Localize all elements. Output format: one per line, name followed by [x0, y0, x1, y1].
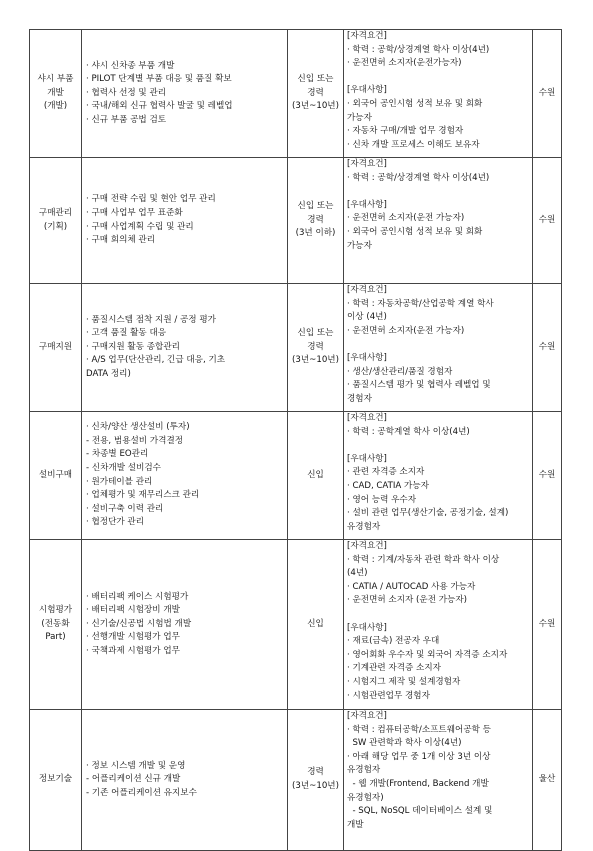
text-line: · 기계관련 자격증 소지자	[347, 663, 441, 674]
text-line: · 아래 해당 업무 중 1개 이상 3년 이상	[347, 751, 491, 762]
text-line: · 영어회화 우수자 및 외국어 자격증 소지자	[347, 649, 508, 660]
text-line: 경력	[307, 767, 324, 778]
text-line: · 정보 시스템 개발 및 운영	[86, 760, 186, 771]
text-line: · A/S 업무(단산관리, 긴급 대응, 기초	[86, 355, 226, 366]
text-line: 개발	[47, 87, 64, 98]
text-line: · 외국어 공인시험 성적 보유 및 회화	[347, 226, 483, 237]
text-line: - 차종별 EO관리	[86, 449, 149, 460]
text-line: · 배터리팩 케이스 시험평가	[86, 591, 189, 602]
job-duties-cell	[82, 30, 288, 158]
text-line: [우대사항]	[347, 622, 387, 633]
text-line: (4년)	[347, 568, 368, 579]
job-listing-table	[29, 29, 562, 851]
text-line: · 구매 회의체 관리	[86, 235, 156, 246]
blank-line	[347, 71, 529, 85]
text-line: (기획)	[43, 221, 68, 232]
requirements-cell	[344, 30, 533, 158]
text-line: [자격요건]	[347, 285, 387, 295]
text-line: [자격요건]	[347, 31, 387, 41]
requirements-cell	[344, 412, 533, 540]
work-location-cell: 수원	[533, 284, 562, 412]
text-line: · 시험관련업무 경험자	[347, 690, 430, 701]
text-line: [우대사항]	[347, 199, 387, 210]
text-line: · 국책과제 시험평가 업무	[86, 645, 180, 656]
text-line: SW 관련학과 학사 이상(4년)	[347, 738, 462, 749]
job-area-cell	[30, 540, 82, 710]
text-line: 유경험자)	[347, 792, 384, 803]
text-line: [우대사항]	[347, 85, 387, 96]
text-line: · 신차/양산 생산설비 (투자)	[86, 422, 190, 433]
requirements-cell	[344, 158, 533, 284]
job-row	[30, 30, 562, 158]
text-line: [우대사항]	[347, 352, 387, 363]
job-row	[30, 284, 562, 412]
text-line: 유경험자	[347, 521, 381, 532]
text-line: · 학력 : 공학/상경계열 학사 이상(4년)	[347, 172, 490, 183]
text-line: 신입 또는	[297, 328, 334, 339]
text-line: · 원가테이블 관리	[86, 476, 153, 487]
text-line: · 학력 : 컴퓨터공학/소프트웨어공학 등	[347, 724, 491, 735]
text-line: · 업체평가 및 재무리스크 관리	[86, 490, 200, 501]
career-level-cell	[288, 540, 344, 710]
text-line: · 배터리팩 시험장비 개발	[86, 605, 180, 616]
text-line: 신입	[307, 618, 324, 629]
text-line: · 운전면허 소지자(운전 가능자)	[347, 325, 465, 336]
job-duties-cell	[82, 540, 288, 710]
text-line: · 관련 자격증 소지자	[347, 467, 425, 478]
text-line: 유경험자	[347, 765, 381, 776]
text-line: (전동화	[41, 618, 70, 629]
text-line: · 시험지그 제작 및 설계경험자	[347, 676, 461, 687]
text-line: · PILOT 단계별 부품 대응 및 품질 확보	[86, 74, 232, 85]
text-line: [자격요건]	[347, 541, 387, 551]
text-line: · 학력 : 공학계열 학사 이상(4년)	[347, 426, 470, 437]
text-line: · 학력 : 공학/상경계열 학사 이상(4년)	[347, 44, 490, 55]
text-line: (3년~10년)	[292, 355, 339, 366]
text-line: · 국내/해외 신규 협력사 발굴 및 레벨업	[86, 101, 233, 112]
job-area-cell	[30, 710, 82, 851]
text-line: 신입	[307, 469, 324, 480]
job-area-cell	[30, 30, 82, 158]
job-listing-body	[30, 30, 562, 851]
job-duties-cell	[82, 284, 288, 412]
text-line: · 운전면허 소지자(운전 가능자)	[347, 213, 465, 224]
job-row	[30, 540, 562, 710]
text-line: 신입 또는	[297, 201, 334, 212]
text-line: - 신차개발 설비검수	[86, 462, 161, 473]
text-line: - 기존 어플리케이션 유지보수	[86, 787, 197, 798]
job-duties-cell	[82, 412, 288, 540]
text-line: · 설비 관련 업무(생산기술, 공정기술, 설계)	[347, 508, 509, 519]
text-line: 정보기술	[38, 774, 73, 785]
text-line: · 영어 능력 우수자	[347, 494, 417, 505]
text-line: - 전용, 범용설비 가격결정	[86, 435, 184, 446]
text-line: - 어플리케이션 신규 개발	[86, 774, 181, 785]
text-line: 경력	[307, 341, 324, 352]
work-location-cell: 수원	[533, 540, 562, 710]
text-line: · 설비구축 이력 관리	[86, 503, 164, 514]
text-line: 구매관리	[38, 207, 73, 218]
text-line: 개발	[347, 819, 364, 830]
job-duties-cell	[82, 158, 288, 284]
text-line: DATA 정리)	[86, 368, 131, 379]
blank-line	[347, 608, 529, 622]
text-line: · 운전면허 소지자 (운전 가능자)	[347, 595, 467, 606]
blank-line	[347, 185, 529, 199]
text-line: (3년~10년)	[292, 101, 339, 112]
text-line: · 샤시 신차종 부품 개발	[86, 60, 175, 71]
text-line: 경력	[307, 87, 324, 98]
text-line: (3년~10년)	[292, 781, 339, 791]
text-line: · 선행개발 시험평가 업무	[86, 632, 180, 643]
text-line: 샤시 부품	[37, 74, 74, 85]
work-location-cell: 수원	[533, 412, 562, 540]
requirements-cell	[344, 540, 533, 710]
text-line: · 외국어 공인시험 성적 보유 및 회화	[347, 98, 483, 109]
text-line: · 품질시스템 평가 및 협력사 레벨업 및	[347, 380, 491, 391]
work-location-cell: 수원	[533, 30, 562, 158]
career-level-cell	[288, 158, 344, 284]
text-line: (개발)	[43, 101, 68, 112]
text-line: · 품질시스템 점착 지원 / 공정 평가	[86, 314, 216, 325]
text-line: · 학력 : 기계/자동차 관련 학과 학사 이상	[347, 554, 500, 565]
text-line: [자격요건]	[347, 413, 387, 423]
job-row	[30, 412, 562, 540]
text-line: (3년 이하)	[295, 228, 336, 239]
text-line: 시험평가	[38, 605, 73, 616]
career-level-cell	[288, 284, 344, 412]
text-line: · 협정단가 관리	[86, 517, 145, 528]
text-line: [우대사항]	[347, 453, 387, 464]
text-line: · 고객 품질 활동 대응	[86, 328, 167, 339]
job-duties-cell	[82, 710, 288, 851]
text-line: 신입 또는	[297, 74, 334, 85]
text-line: 구매지원	[38, 341, 73, 352]
text-line: · 구매 전략 수립 및 현안 업무 관리	[86, 194, 216, 205]
text-line: - 웹 개발(Frontend, Backend 개발	[347, 778, 489, 789]
text-line: · 구매지원 활동 종합관리	[86, 341, 180, 352]
text-line: · CATIA / AUTOCAD 사용 가능자	[347, 581, 476, 592]
job-row	[30, 158, 562, 284]
text-line: · 협력사 선정 및 관리	[86, 87, 167, 98]
blank-line	[347, 338, 529, 352]
text-line: 이상 (4년)	[347, 312, 387, 323]
text-line: · 구매 사업부 업무 표준화	[86, 207, 183, 218]
text-line: · 재료(금속) 전공자 우대	[347, 636, 440, 647]
job-area-cell	[30, 158, 82, 284]
text-line: · 자동차 구매/개발 업무 경험자	[347, 126, 464, 137]
text-line: [자격요건]	[347, 159, 387, 169]
work-location-cell: 수원	[533, 158, 562, 284]
text-line: 가능자	[347, 112, 372, 123]
text-line: · 학력 : 자동차공학/산업공학 계열 학사	[347, 298, 494, 309]
text-line: · 운전면허 소지자(운전가능자)	[347, 58, 462, 69]
text-line: · 신규 부품 공법 검토	[86, 114, 167, 125]
requirements-cell	[344, 710, 533, 851]
career-level-cell	[288, 30, 344, 158]
text-line: 경험자	[347, 393, 372, 404]
text-line: 경력	[307, 214, 324, 225]
requirements-cell	[344, 284, 533, 412]
blank-line	[347, 439, 529, 453]
career-level-cell	[288, 412, 344, 540]
text-line: 설비구매	[38, 469, 73, 480]
text-line: · CAD, CATIA 가능자	[347, 480, 429, 491]
work-location-cell: 울산	[533, 710, 562, 851]
text-line: 가능자	[347, 240, 372, 251]
text-line: · 구매 사업계획 수립 및 관리	[86, 221, 194, 232]
text-line: Part)	[45, 632, 66, 643]
career-level-cell	[288, 710, 344, 851]
text-line: · 신기술/신공법 시험법 개발	[86, 618, 192, 629]
text-line: - SQL, NoSQL 데이터베이스 설계 및	[347, 806, 493, 817]
job-area-cell	[30, 412, 82, 540]
job-area-cell	[30, 284, 82, 412]
text-line: · 생산/생산관리/품질 경험자	[347, 366, 453, 377]
job-row	[30, 710, 562, 851]
text-line: · 신차 개발 프로세스 이해도 보유자	[347, 139, 480, 150]
text-line: [자격요건]	[347, 711, 387, 721]
